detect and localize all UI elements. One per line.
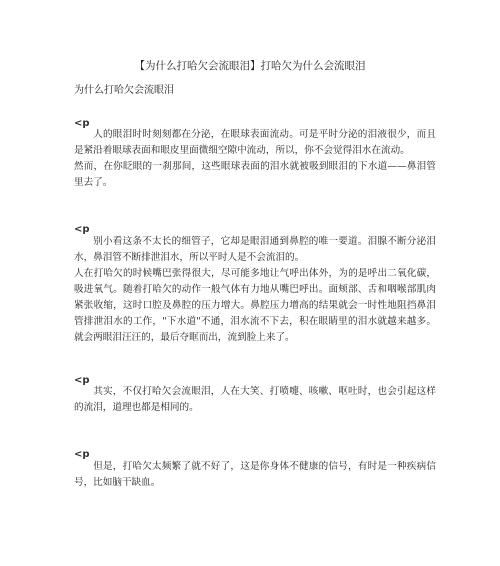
paragraph-block [74, 234, 436, 346]
paragraph-tag-marker: <p [74, 224, 90, 235]
paragraph-text: 人在打哈欠的时候嘴巴张得很大，尽可能多地让气呼出体外，为的是呼出二氧化碳，吸进氧气。随着打哈欠的动作一般气体有力地从嘴巴呼出。面颊部、舌和咽喉部肌肉紧张收缩，这时口腔及鼻腔的压力增大。鼻腔压力增高的结果就会一时性地阻挡鼻泪管排泄泪水的工作，"下水道"不通，泪水流不下去，积在眼睛里的泪水就越来越多。就会两眼泪汪汪的，最后夺眶而出，流到脸上来了。 [74, 268, 436, 343]
paragraph-block [74, 127, 436, 191]
paragraph-text: 人的眼泪时时刻刻都在分泌，在眼球表面流动。可是平时分泌的泪液很少，而且是紧沿着眼球表面和眼皮里面微细空隙中流动，所以，你不会觉得泪水在流动。 [74, 129, 436, 156]
paragraph-text: 别小看这条不太长的细管子，它却是眼泪通到鼻腔的唯一要道。泪腺不断分泌泪水，鼻泪管不断排泄泪水，所以平时人是不会流泪的。 [74, 236, 436, 263]
paragraph-text: 然而，在你眨眼的一刹那间，这些眼球表面的泪水就被吸到眼泪的下水道——鼻泪管里去了。 [74, 161, 436, 188]
paragraph-block [74, 384, 436, 416]
paragraph-tag-marker: <p [74, 375, 90, 386]
paragraph-block [74, 459, 436, 491]
paragraph-tag-marker: <p [74, 449, 90, 460]
paragraph-text: 其实，不仅打哈欠会流眼泪，人在大笑、打喷嚏、咳嗽、呕吐时，也会引起这样的流泪，道理也都是相同的。 [74, 386, 436, 413]
article-subtitle: 为什么打哈欠会流眼泪 [74, 85, 174, 96]
paragraph-tag-marker: <p [74, 118, 90, 129]
paragraph-text: 但是，打哈欠太频繁了就不好了，这是你身体不健康的信号，有时是一种疾病信号，比如脑干缺血。 [74, 461, 436, 488]
article-title: 【为什么打哈欠会流眼泪】打哈欠为什么会流眼泪 [134, 60, 366, 72]
